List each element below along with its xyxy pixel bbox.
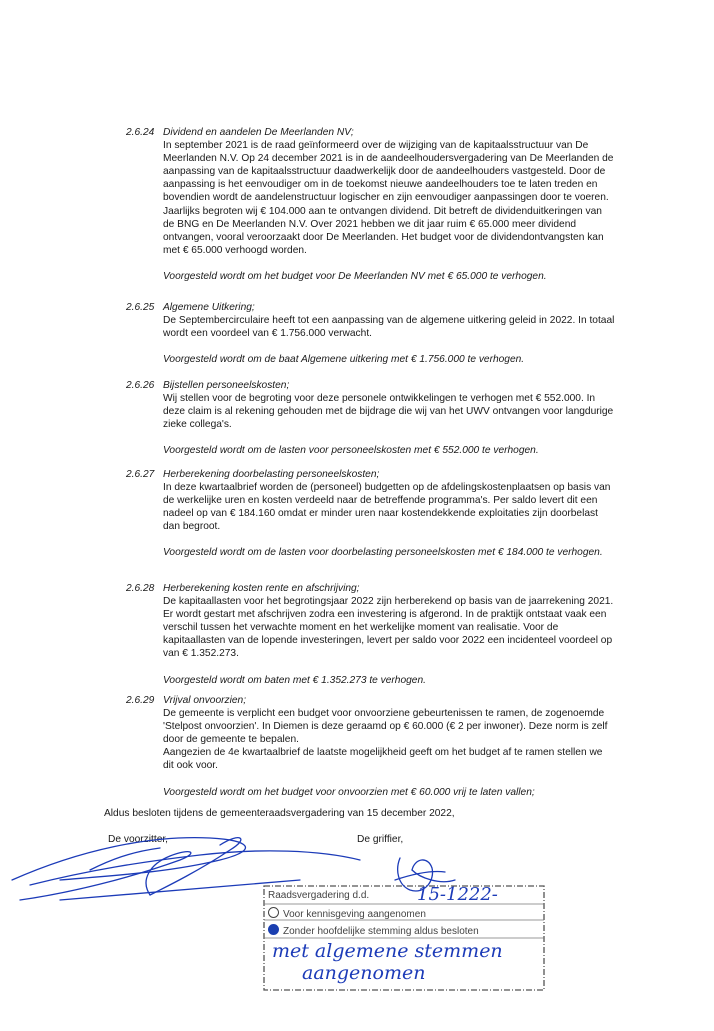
section-paragraph: De gemeente is verplicht een budget voor onvoorziene gebeurtenissen te ramen, de zogenoemde 'Stelpost onvoorzien'. In Diemen is deze geraamd op € 60.000 (€ 2 per inwoner). Deze norm is zelf door de gemeente te bepalen. xyxy=(163,708,608,746)
stamp-header: Raadsvergadering d.d. xyxy=(268,890,370,901)
stamp-handwritten-line-2: aangenomen xyxy=(302,962,426,984)
chair-signature xyxy=(12,838,360,900)
section-proposal: Voorgesteld wordt om de lasten voor personeelskosten met € 552.000 te verhogen. xyxy=(163,445,539,457)
section-paragraph: De Septembercirculaire heeft tot een aanpassing van de algemene uitkering geleid in 2022. In totaal wordt een voordeel van € 1.756.000 verwacht. xyxy=(163,315,615,340)
stamp-option-2-label: Zonder hoofdelijke stemming aldus besloten xyxy=(283,926,479,937)
section-paragraph: In september 2021 is de raad geïnformeerd over de wijziging van de kapitaalsstructuur van De Meerlanden N.V. Op 24 december 2021 is in de aandeelhoudersvergadering van De Meerlanden de aanpassing van de kapitaalsstructuur daadwerkelijk door de aandeelhouders vastgesteld. Door de aanpassing is het eenvoudiger om in de toekomst nieuwe aandeelhouders toe te laten treden en bovendien wordt de aandelenstructuur logischer en zijn eenvoudiger aanpassingen door te voeren. xyxy=(163,140,614,204)
clerk-signature xyxy=(395,858,455,891)
section-paragraph: De kapitaallasten voor het begrotingsjaar 2022 zijn herberekend op basis van de jaarrekening 2021. Er wordt gestart met afschrijven zodra een investering is afgerond. In de praktijk ontstaat vaak een verschil tussen het verwachte moment en het werkelijke moment van realisatie. Voor de kapitaallasten van de lopende investeringen, levert per saldo voor 2022 een incidenteel voordeel op van € 1.352.273. xyxy=(163,596,614,660)
section-paragraph: In deze kwartaalbrief worden de (personeel) budgetten op de afdelingskostenplaatsen op basis van de werkelijke uren en kosten verdeeld naar de betreffende programma's. Per saldo levert dit een nadeel op van € 184.160 omdat er minder uren naar kostendekkende exploitaties zijn doorbelast dan begroot. xyxy=(163,482,611,533)
section-proposal: Voorgesteld wordt om de lasten voor doorbelasting personeelskosten met € 184.000 te verhogen. xyxy=(163,547,603,559)
stamp-date-handwritten: 15-1222- xyxy=(417,884,498,905)
section-paragraph: Wij stellen voor de begroting voor deze personele ontwikkelingen te verhogen met € 552.000. In deze claim is al rekening gehouden met de bijdrage die wij van het UWV ontvangen voor langdurige zieke collega's. xyxy=(163,393,614,431)
section-number: 2.6.25 xyxy=(126,302,155,313)
section-proposal: Voorgesteld wordt om baten met € 1.352.273 te verhogen. xyxy=(163,674,426,686)
section-title: Herberekening doorbelasting personeelskosten; xyxy=(163,469,380,480)
section-number: 2.6.26 xyxy=(126,380,155,391)
section-title: Herberekening kosten rente en afschrijving; xyxy=(163,583,360,594)
section-title: Vrijval onvoorzien; xyxy=(163,695,247,706)
section-number: 2.6.29 xyxy=(126,695,155,706)
section-title: Dividend en aandelen De Meerlanden NV; xyxy=(163,127,354,138)
stamp-option-1-label: Voor kennisgeving aangenomen xyxy=(283,909,426,920)
section-paragraph: Aangezien de 4e kwartaalbrief de laatste mogelijkheid geeft om het budget af te ramen stellen we dit ook voor. xyxy=(163,747,603,772)
section-number: 2.6.27 xyxy=(126,469,155,480)
section-number: 2.6.28 xyxy=(126,583,155,594)
section-proposal: Voorgesteld wordt om het budget voor De Meerlanden NV met € 65.000 te verhogen. xyxy=(163,270,547,282)
section-paragraph: Jaarlijks begroten wij € 104.000 aan te ontvangen dividend. Dit betreft de dividenduitkeringen van de BNG en De Meerlanden N.V. Over 2021 hebben we dit jaar ruim € 65.000 meer dividend ontvangen, vooral veroorzaakt door De Meerlanden. Het budget voor de dividendontvangsten kan met € 65.000 verhoogd worden. xyxy=(163,205,604,256)
section-proposal: Voorgesteld wordt om het budget voor onvoorzien met € 60.000 vrij te laten vallen; xyxy=(163,786,535,798)
section-title: Algemene Uitkering; xyxy=(163,302,255,313)
closing-statement: Aldus besloten tijdens de gemeenteraadsvergadering van 15 december 2022, xyxy=(104,808,455,819)
clerk-label: De griffier, xyxy=(357,834,404,845)
chair-label: De voorzitter, xyxy=(108,834,169,845)
section-proposal: Voorgesteld wordt om de baat Algemene uitkering met € 1.756.000 te verhogen. xyxy=(163,354,525,366)
stamp-handwritten-line-1: met algemene stemmen xyxy=(272,940,503,962)
section-title: Bijstellen personeelskosten; xyxy=(163,380,290,391)
section-number: 2.6.24 xyxy=(126,127,155,138)
